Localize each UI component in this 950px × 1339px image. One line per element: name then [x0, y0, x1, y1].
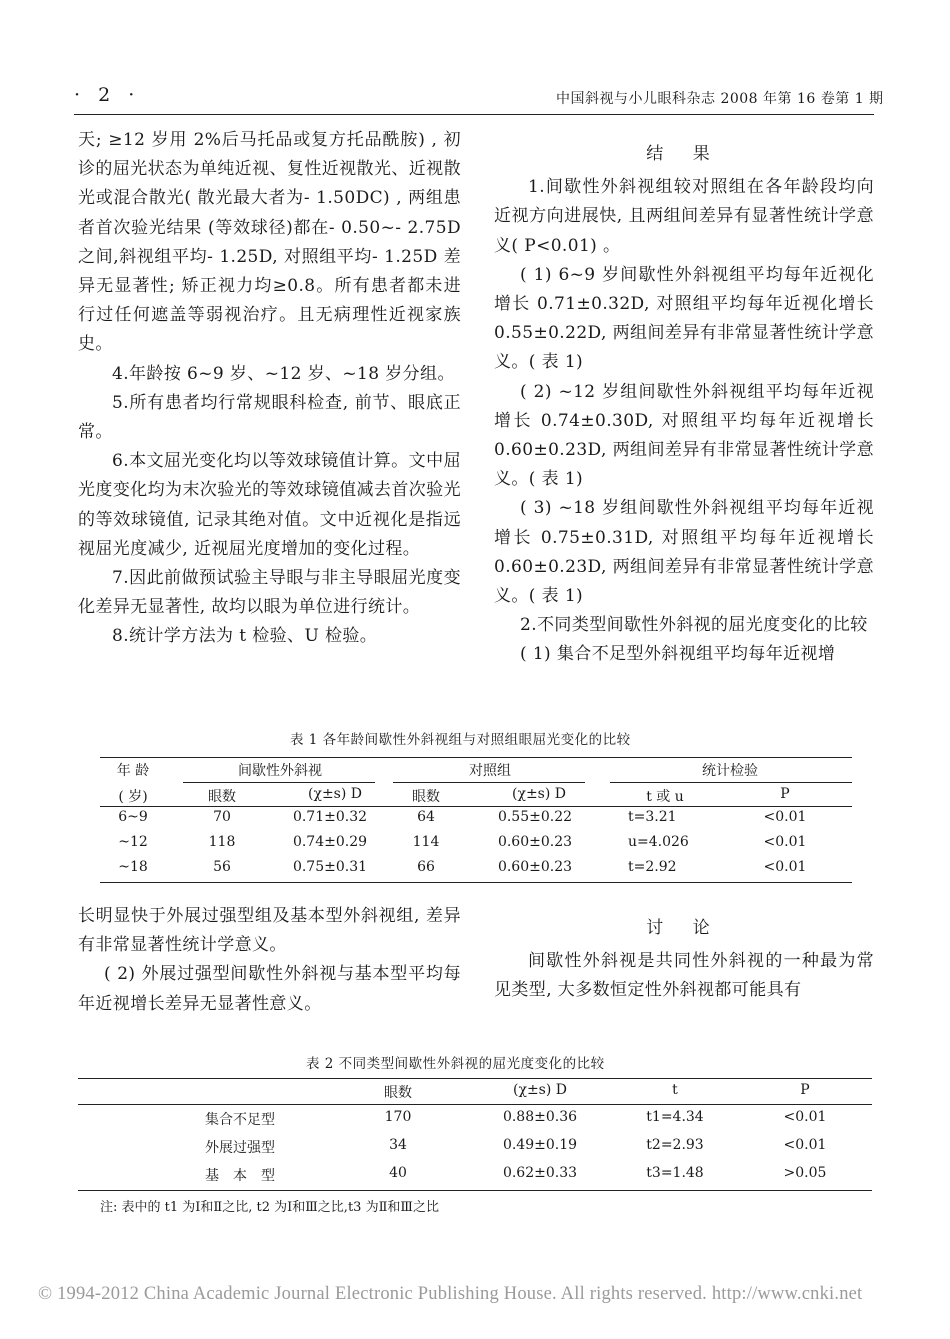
table2-cell-type: 集合不足型 — [205, 1112, 275, 1128]
table1-caption: 表 1 各年龄间歇性外斜视组与对照组眼屈光变化的比较 — [290, 732, 631, 748]
table2-note: 注: 表中的 t1 为Ⅰ和Ⅱ之比, t2 为Ⅰ和Ⅲ之比,t3 为Ⅱ和Ⅲ之比 — [100, 1200, 439, 1215]
table1-subheader-age-unit: ( 岁) — [118, 789, 148, 805]
table2-header-t: t — [672, 1082, 678, 1098]
table1-cell-age: ~18 — [118, 859, 148, 875]
table1-cell-mean: 0.60±0.23 — [497, 859, 573, 875]
table1-cell-eyes: 66 — [417, 859, 435, 875]
results-paragraph-2: 2.不同类型间歇性外斜视的屈光度变化的比较 — [520, 615, 868, 636]
table1-cell-eyes: 114 — [412, 834, 440, 850]
right-column-bottom — [494, 914, 874, 1006]
table2-header-eyes: 眼数 — [384, 1085, 412, 1101]
table1-cell-mean: 0.60±0.23 — [497, 834, 573, 850]
table2-cell-t: t2=2.93 — [646, 1137, 704, 1153]
table1-cell-age: 6~9 — [118, 809, 148, 825]
table1-mid-rule — [100, 806, 852, 807]
table1-cell-eyes: 70 — [213, 809, 231, 825]
table2-caption: 表 2 不同类型间歇性外斜视的屈光度变化的比较 — [306, 1056, 605, 1072]
methods-paragraph-calculation: 6.本文屈光变化均以等效球镜值计算。文中屈光度变化均为末次验光的等效球镜值减去首次验光的等效球镜值, 记录其绝对值。文中近视化是指远视屈光度减少, 近视屈光度增加的变化过程。 — [78, 451, 461, 559]
table2-cell-mean: 0.88±0.36 — [502, 1109, 578, 1125]
table2-cell-eyes: 170 — [384, 1109, 412, 1125]
left-column-top — [78, 126, 461, 652]
page-number: · 2 · — [74, 84, 141, 106]
results-paragraph-1-3: ( 3) ~18 岁组间歇性外斜视组平均每年近视增长 0.75±0.31D, 对照组平均每年近视增长 0.60±0.23D, 两组间差异有非常显著性统计学意义。( 表 1) — [494, 498, 874, 607]
table2-cell-t: t1=4.34 — [646, 1109, 704, 1125]
table2-cell-mean: 0.49±0.19 — [502, 1137, 578, 1153]
left-column-bottom — [78, 902, 461, 1019]
methods-paragraph-age-groups: 4.年龄按 6~9 岁、~12 岁、~18 岁分组。 — [112, 363, 455, 384]
discussion-paragraph: 间歇性外斜视是共同性外斜视的一种最为常见类型, 大多数恒定性外斜视都可能具有 — [494, 951, 874, 1001]
table1-cell-mean: 0.75±0.31 — [292, 859, 368, 875]
table1-subrule-control — [393, 782, 585, 783]
table1-subheader-eyes-ixt: 眼数 — [208, 789, 236, 805]
table1-cell-test: u=4.026 — [628, 834, 689, 850]
table1-subheader-eyes-control: 眼数 — [412, 789, 440, 805]
table2-cell-eyes: 40 — [389, 1165, 407, 1181]
table2-top-rule — [78, 1078, 872, 1079]
discussion-heading: 讨 论 — [646, 918, 722, 938]
results-paragraph-1-1: ( 1) 6~9 岁间歇性外斜视组平均每年近视化增长 0.71±0.32D, 对照组平均每年近视化增长 0.55±0.22D, 两组间差异有非常显著性统计学意义。( 表 1) — [494, 264, 874, 373]
methods-paragraph-exam: 5.所有患者均行常规眼科检查, 前节、眼底正常。 — [78, 392, 461, 443]
table1-subrule-ixt — [183, 782, 375, 783]
table1-cell-p: <0.01 — [763, 834, 807, 850]
table2-header-p: P — [800, 1082, 810, 1098]
table1-subheader-mean-control: (χ±s) D — [512, 786, 566, 802]
table1-cell-age: ~12 — [118, 834, 148, 850]
table1-cell-test: t=3.21 — [628, 809, 677, 825]
table1-cell-test: t=2.92 — [628, 859, 677, 875]
table2-cell-type: 基 本 型 — [205, 1168, 275, 1184]
results-paragraph-2-2: ( 2) 外展过强型间歇性外斜视与基本型平均每年近视增长差异无显著性意义。 — [78, 964, 461, 1014]
results-heading: 结 果 — [646, 144, 722, 164]
header-rule — [74, 114, 874, 115]
results-paragraph-2-1: ( 1) 集合不足型外斜视组平均每年近视增 — [520, 644, 836, 665]
methods-paragraph-refraction: 天; ≥12 岁用 2%后马托品或复方托品酰胺) , 初诊的屈光状态为单纯近视、复性近视散光、近视散光或混合散光( 散光最大者为- 1.50DC) , 两组患者首次验光结果 (等效球径)都在- 0.50~- 2.75D 之间,斜视组平均- 1.25D, 对照组平均- 1.25D 差异无显著性; 矫正视力均≥0.8。所有患者都未进行过任何遮盖等弱视治疗。且无病理性近视家族史。 — [78, 130, 461, 355]
table1-top-rule — [100, 757, 852, 758]
results-paragraph-1: 1.间歇性外斜视组较对照组在各年龄段均向近视方向进展快, 且两组间差异有显著性统计学意义( P<0.01) 。 — [494, 177, 874, 256]
table2-cell-t: t3=1.48 — [646, 1165, 704, 1181]
table2-cell-type: 外展过强型 — [205, 1140, 275, 1156]
table1-cell-eyes: 64 — [417, 809, 435, 825]
table1-subheader-mean-ixt: (χ±s) D — [308, 786, 362, 802]
table1-cell-p: <0.01 — [763, 809, 807, 825]
table1-subrule-stat — [610, 782, 852, 783]
table1-cell-mean: 0.74±0.29 — [292, 834, 368, 850]
table2-header-mean: (χ±s) D — [513, 1082, 567, 1098]
table2-mid-rule — [78, 1104, 872, 1105]
table2-cell-mean: 0.62±0.33 — [502, 1165, 578, 1181]
results-paragraph-1-2: ( 2) ~12 岁组间歇性外斜视组平均每年近视增长 0.74±0.30D, 对照组平均每年近视增长 0.60±0.23D, 两组间差异有非常显著性统计学意义。( 表 1) — [494, 381, 874, 490]
right-column-top — [494, 140, 874, 670]
copyright-footer: © 1994-2012 China Academic Journal Electronic Publishing House. All rights reserved. http://www.cnki.net — [38, 1284, 863, 1304]
table1-subheader-test: t 或 u — [646, 789, 684, 805]
table1-cell-eyes: 56 — [213, 859, 231, 875]
table1-cell-mean: 0.55±0.22 — [497, 809, 573, 825]
journal-running-header: 中国斜视与小儿眼科杂志 2008 年第 16 卷第 1 期 — [556, 91, 884, 107]
table1-header-control: 对照组 — [469, 763, 511, 779]
table2-cell-p: <0.01 — [783, 1109, 827, 1125]
table1-cell-eyes: 118 — [208, 834, 236, 850]
table1-cell-p: <0.01 — [763, 859, 807, 875]
table1-cell-mean: 0.71±0.32 — [292, 809, 368, 825]
table1-header-ixt: 间歇性外斜视 — [238, 763, 322, 779]
table2-cell-p: <0.01 — [783, 1137, 827, 1153]
table2-bottom-rule — [78, 1190, 872, 1191]
results-paragraph-2-1-cont: 长明显快于外展过强型组及基本型外斜视组, 差异有非常显著性统计学意义。 — [78, 906, 461, 956]
methods-paragraph-statistics: 8.统计学方法为 t 检验、U 检验。 — [112, 626, 378, 647]
table2-cell-eyes: 34 — [389, 1137, 407, 1153]
table1-bottom-rule — [100, 882, 852, 883]
table1-subheader-p: P — [780, 786, 790, 802]
table2-cell-p: >0.05 — [783, 1165, 827, 1181]
methods-paragraph-pretest: 7.因此前做预试验主导眼与非主导眼屈光度变化差异无显著性, 故均以眼为单位进行统计。 — [78, 568, 461, 618]
table1-header-age: 年 龄 — [116, 763, 150, 779]
table1-header-stat: 统计检验 — [702, 763, 758, 779]
